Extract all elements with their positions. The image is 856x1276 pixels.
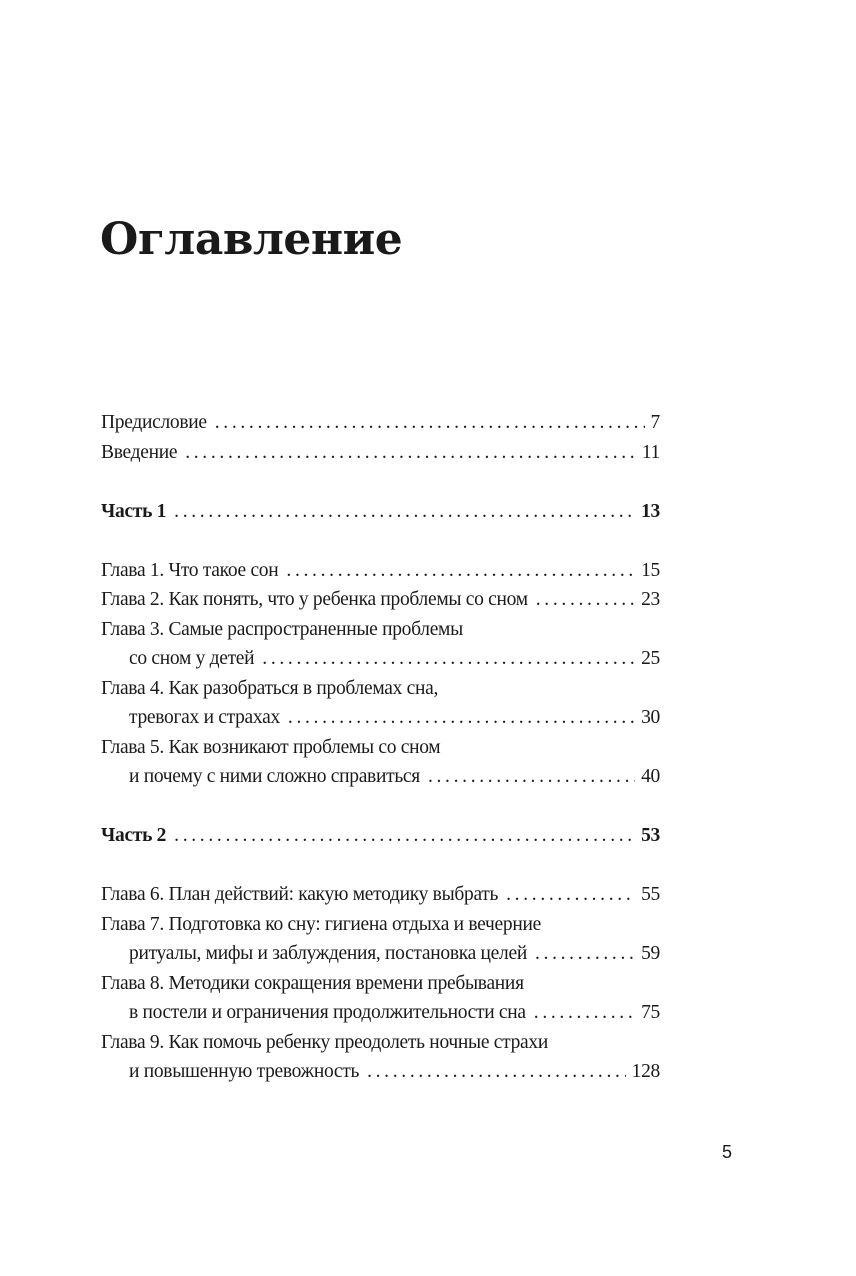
dot-leader — [534, 998, 635, 1028]
dot-leader — [185, 438, 636, 468]
toc-entry-chapter-4[interactable] — [101, 674, 660, 733]
dot-leader — [428, 762, 635, 792]
dot-leader — [174, 497, 635, 527]
toc-entry-chapter-9[interactable] — [101, 1028, 660, 1087]
dot-leader — [506, 880, 635, 910]
dot-leader — [367, 1057, 626, 1087]
toc-page-number: 13 — [641, 500, 660, 522]
toc-entry-chapter-7[interactable] — [101, 910, 660, 969]
toc-entry-label: Глава 1. Что такое сон — [101, 559, 279, 581]
toc-page-number: 59 — [641, 943, 660, 964]
toc-page-number: 15 — [641, 559, 660, 581]
dot-leader — [288, 703, 635, 733]
dot-leader — [535, 939, 635, 969]
toc-entry-label: Глава 3. Самые распространенные проблемы — [101, 618, 463, 640]
toc-entry-label: Глава 5. Как возникают проблемы со сном — [101, 736, 441, 758]
dot-leader — [174, 821, 635, 851]
toc-part-label: Часть 1 — [101, 500, 167, 522]
toc-entry-label-continued: и повышенную тревожность — [129, 1061, 360, 1082]
toc-page-number: 75 — [641, 1002, 660, 1023]
toc-entry-label: Глава 9. Как помочь ребенку преодолеть ночные страхи — [101, 1031, 548, 1053]
toc-page-number: 55 — [641, 884, 660, 905]
toc-entry-chapter-6[interactable] — [101, 880, 660, 910]
toc-page-number: 25 — [641, 648, 660, 669]
toc-page-number: 53 — [641, 825, 660, 846]
table-of-contents — [101, 408, 660, 1087]
toc-entry-label: Глава 2. Как понять, что у ребенка проблемы со сном — [101, 589, 528, 610]
toc-entry-label: Глава 4. Как разобраться в проблемах сна, — [101, 677, 439, 699]
dot-leader — [536, 585, 635, 615]
toc-entry-part-1[interactable] — [101, 497, 660, 527]
dot-leader — [286, 556, 635, 586]
toc-entry-label-continued: со сном у детей — [129, 648, 255, 669]
toc-page-number: 7 — [650, 412, 660, 433]
page-title: Оглавление — [100, 214, 403, 265]
toc-entry-label-continued: и почему с ними сложно справиться — [129, 766, 420, 787]
toc-part-label: Часть 2 — [101, 825, 167, 846]
toc-entry-part-2[interactable] — [101, 821, 660, 851]
toc-entry-label: Глава 8. Методики сокращения времени пребывания — [101, 972, 524, 994]
toc-entry-chapter-5[interactable] — [101, 733, 660, 792]
toc-entry-label-continued: тревогах и страхах — [129, 707, 280, 728]
toc-entry-label: Глава 7. Подготовка ко сну: гигиена отдыха и вечерние — [101, 913, 541, 935]
dot-leader — [262, 644, 635, 674]
toc-entry-chapter-2[interactable] — [101, 585, 660, 615]
toc-entry-label-continued: в постели и ограничения продолжительности сна — [129, 1002, 526, 1023]
toc-entry-label-continued: ритуалы, мифы и заблуждения, постановка целей — [129, 943, 527, 964]
toc-entry-label: Предисловие — [101, 412, 207, 433]
toc-entry-chapter-3[interactable] — [101, 615, 660, 674]
toc-page-number: 128 — [631, 1061, 660, 1082]
toc-page-number: 40 — [641, 766, 660, 787]
toc-page-number: 23 — [641, 589, 660, 610]
toc-entry-chapter-8[interactable] — [101, 969, 660, 1028]
toc-entry-intro[interactable] — [101, 438, 660, 468]
toc-entry-label: Введение — [101, 441, 178, 463]
toc-entry-preface[interactable] — [101, 408, 660, 438]
toc-page-number: 11 — [641, 441, 660, 463]
toc-page-number: 30 — [641, 707, 660, 728]
dot-leader — [215, 408, 645, 438]
toc-entry-label: Глава 6. План действий: какую методику выбрать — [101, 884, 499, 905]
page-number: 5 — [722, 1142, 733, 1162]
toc-entry-chapter-1[interactable] — [101, 556, 660, 586]
